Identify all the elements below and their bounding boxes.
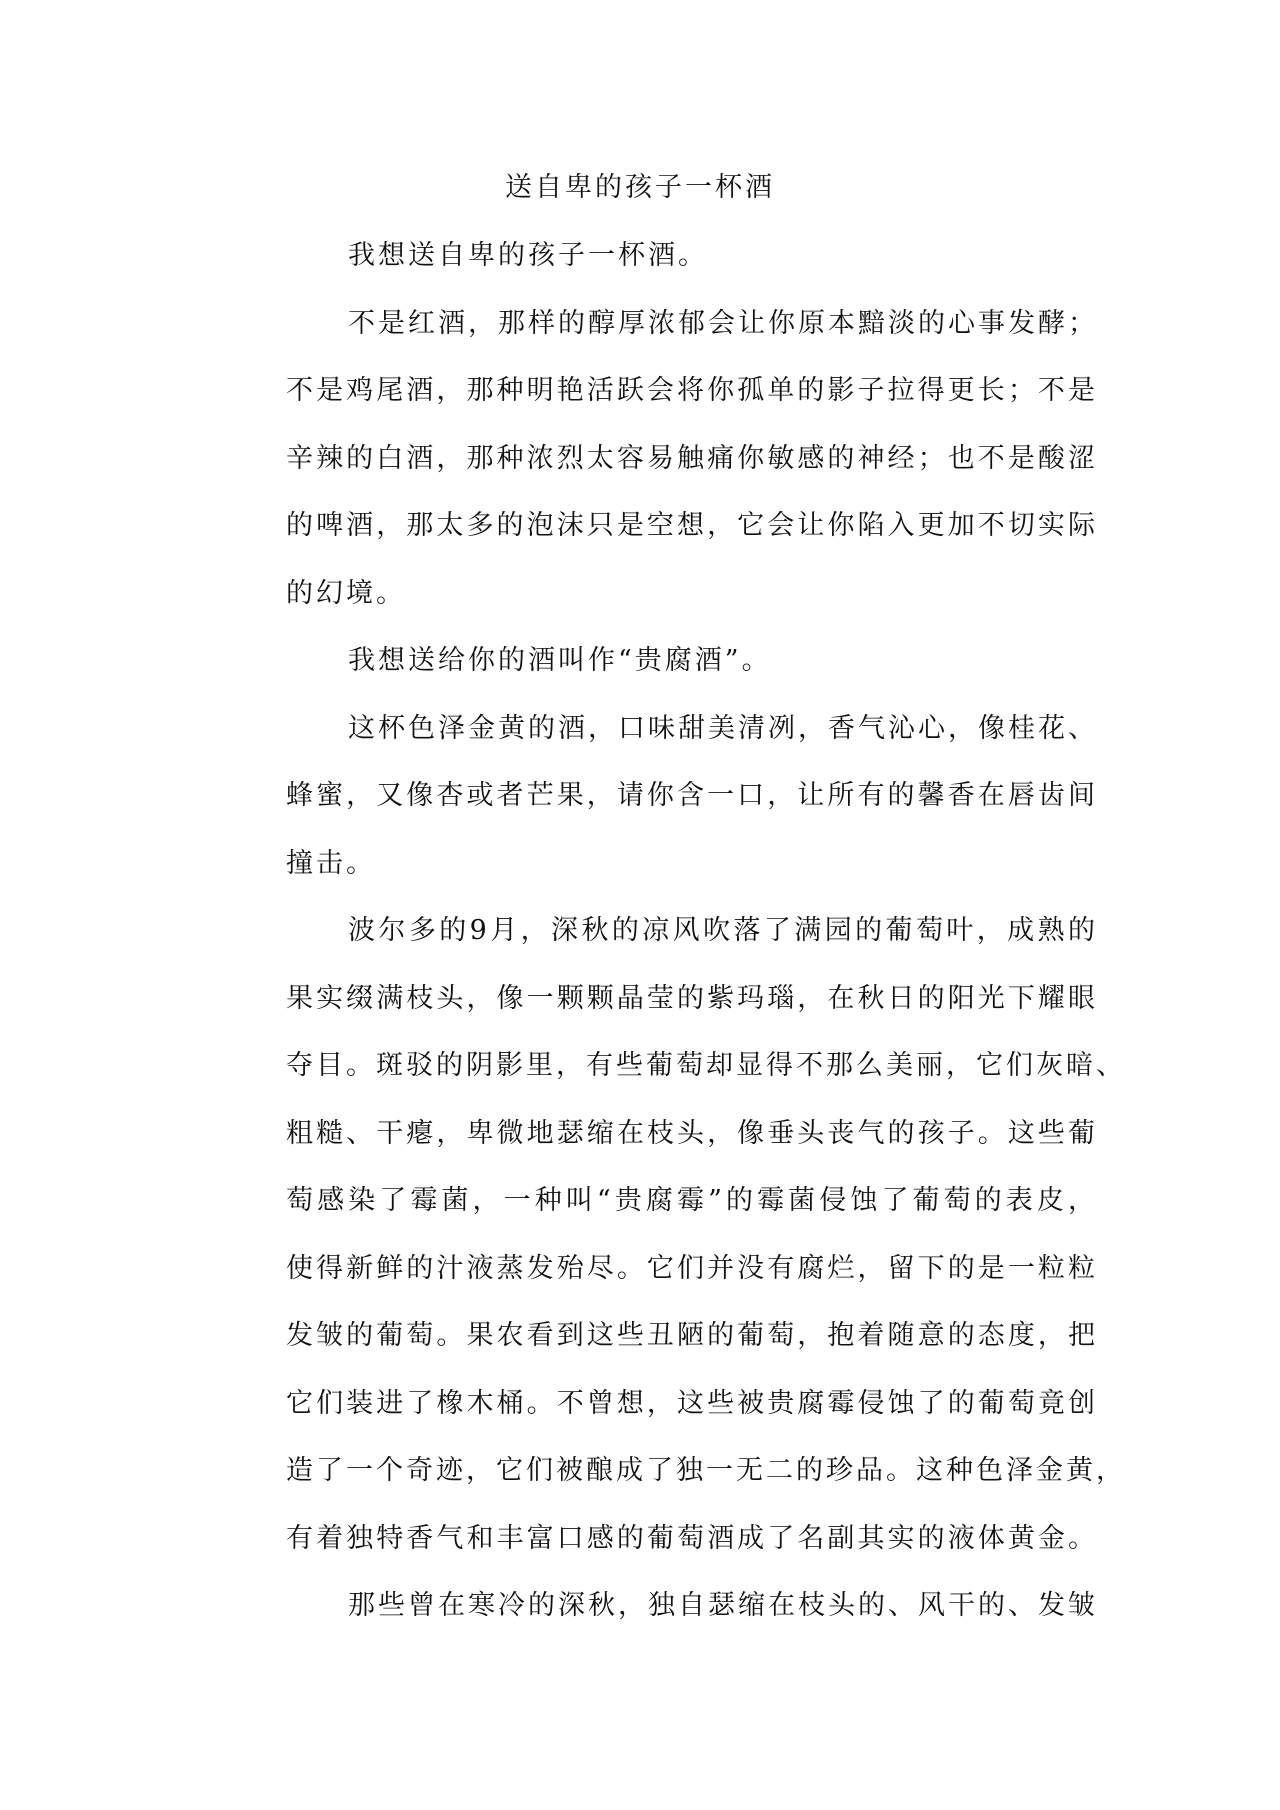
paragraph-line: 辛辣的白酒，那种浓烈太容易触痛你敏感的神经；也不是酸涩 <box>286 443 1098 474</box>
paragraph-line: 我想送自卑的孩子一杯酒。 <box>348 240 708 271</box>
paragraph-line: 撞击。 <box>286 848 376 879</box>
paragraph-line: 的啤酒，那太多的泡沫只是空想，它会让你陷入更加不切实际 <box>286 510 1098 541</box>
paragraph-line: 不是鸡尾酒，那种明艳活跃会将你孤单的影子拉得更长；不是 <box>286 375 1098 406</box>
paragraph-line: 有着独特香气和丰富口感的葡萄酒成了名副其实的液体黄金。 <box>286 1523 1098 1554</box>
paragraph-line: 夺目。斑驳的阴影里，有些葡萄却显得不那么美丽，它们灰暗、 <box>286 1050 1126 1081</box>
paragraph-line: 使得新鲜的汁液蒸发殆尽。它们并没有腐烂，留下的是一粒粒 <box>286 1253 1098 1284</box>
paragraph-line: 果实缀满枝头，像一颗颗晶莹的紫玛瑙，在秋日的阳光下耀眼 <box>286 983 1098 1014</box>
paragraph-line: 不是红酒，那样的醇厚浓郁会让你原本黯淡的心事发酵； <box>348 308 1098 339</box>
document-title: 送自卑的孩子一杯酒 <box>505 172 775 203</box>
paragraph-line: 它们装进了橡木桶。不曾想，这些被贵腐霉侵蚀了的葡萄竟创 <box>286 1388 1098 1419</box>
paragraph-line: 萄感染了霉菌，一种叫“贵腐霉”的霉菌侵蚀了葡萄的表皮， <box>286 1185 1098 1216</box>
paragraph-line: 波尔多的9月，深秋的凉风吹落了满园的葡萄叶，成熟的 <box>348 915 1098 946</box>
paragraph-line: 粗糙、干瘪，卑微地瑟缩在枝头，像垂头丧气的孩子。这些葡 <box>286 1118 1098 1149</box>
paragraph-line: 发皱的葡萄。果农看到这些丑陋的葡萄，抱着随意的态度，把 <box>286 1320 1098 1351</box>
paragraph-line: 蜂蜜，又像杏或者芒果，请你含一口，让所有的馨香在唇齿间 <box>286 780 1098 811</box>
paragraph-line: 我想送给你的酒叫作“贵腐酒”。 <box>348 645 772 676</box>
paragraph-line: 那些曾在寒冷的深秋，独自瑟缩在枝头的、风干的、发皱 <box>348 1590 1098 1621</box>
paragraph-line: 这杯色泽金黄的酒，口味甜美清冽，香气沁心，像桂花、 <box>348 713 1098 744</box>
paragraph-line: 的幻境。 <box>286 578 406 609</box>
paragraph-line: 造了一个奇迹，它们被酿成了独一无二的珍品。这种色泽金黄， <box>286 1455 1126 1486</box>
